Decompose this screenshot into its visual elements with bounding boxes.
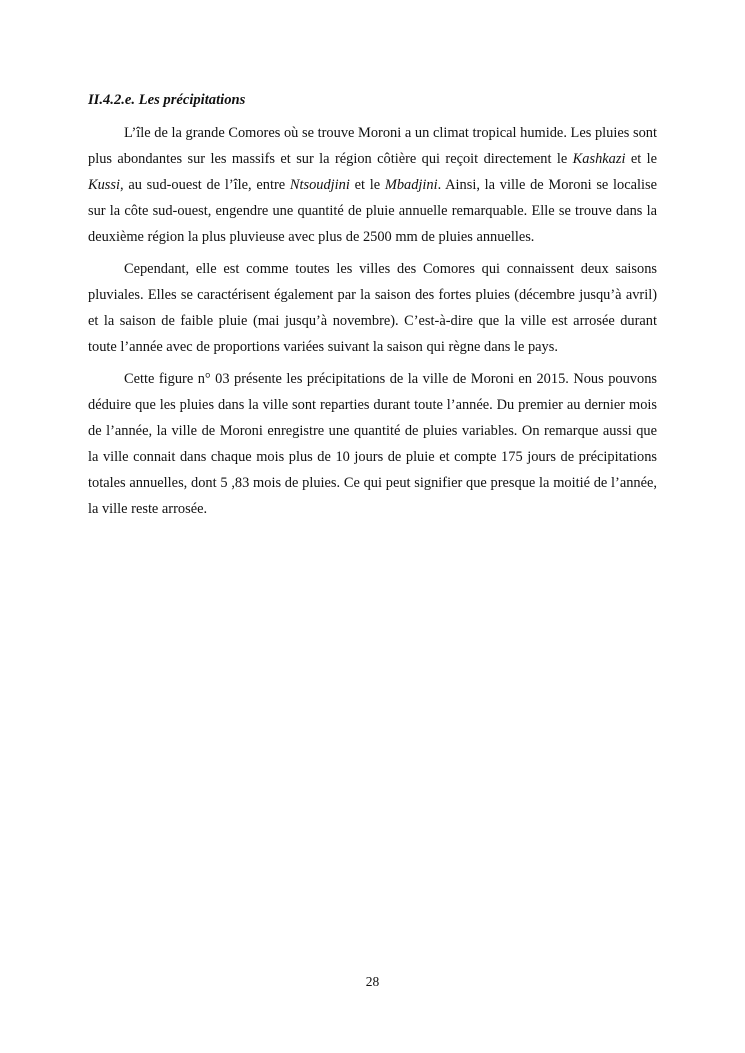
page-number: 28 [365, 974, 380, 989]
paragraph-1-text-4: et le [349, 177, 385, 193]
paragraph-1 [88, 120, 657, 250]
term-kussi: Kussi [88, 177, 120, 193]
paragraph-3-text: Cette figure n° 03 présente les précipitations de la ville de Moroni en 2015. Nous pouvons déduire que les pluies dans la ville sont reparties durant toute l’année. Du premier au dernier mois de l’année, la ville de Moroni enregistre une quantité de pluies variables. On remarque aussi que la ville connait dans chaque mois plus de 10 jours de pluie et compte 175 jours de précipitations totales annuelles, dont 5 ,83 mois de pluies. Ce qui peut signifier que presque la moitié de l’année, la ville reste arrosée. [88, 371, 657, 517]
paragraph-1-text-5: . Ainsi, la ville de Moroni se localise sur la côte sud-ouest, engendre une quantité de pluie annuelle remarquable. Elle se trouve dans la deuxième région la plus pluvieuse avec plus de 2500 mm de pluies annuelles. [88, 177, 657, 245]
document-page [88, 90, 657, 528]
paragraph-1-text-1: L’île de la grande Comores où se trouve Moroni a un climat tropical humide. Les pluies sont plus abondantes sur les massifs et sur la région côtière qui reçoit directement le [88, 125, 657, 167]
paragraph-2 [88, 256, 657, 360]
paragraph-2-text: Cependant, elle est comme toutes les villes des Comores qui connaissent deux saisons pluviales. Elles se caractérisent également par la saison des fortes pluies (décembre jusqu’à avril) et la saison de faible pluie (mai jusqu’à novembre). C’est-à-dire que la ville est arrosée durant toute l’année avec de proportions variées suivant la saison qui règne dans le pays. [88, 261, 657, 355]
term-kashkazi: Kashkazi [572, 151, 626, 167]
term-ntsoudjini: Ntsoudjini [289, 177, 350, 193]
paragraph-1-text-3: , au sud-ouest de l’île, entre [120, 177, 290, 193]
section-heading: II.4.2.e. Les précipitations [88, 92, 246, 108]
paragraph-3 [88, 366, 657, 522]
paragraph-1-text-2: et le [625, 151, 658, 167]
term-mbadjini: Mbadjini [384, 177, 438, 193]
